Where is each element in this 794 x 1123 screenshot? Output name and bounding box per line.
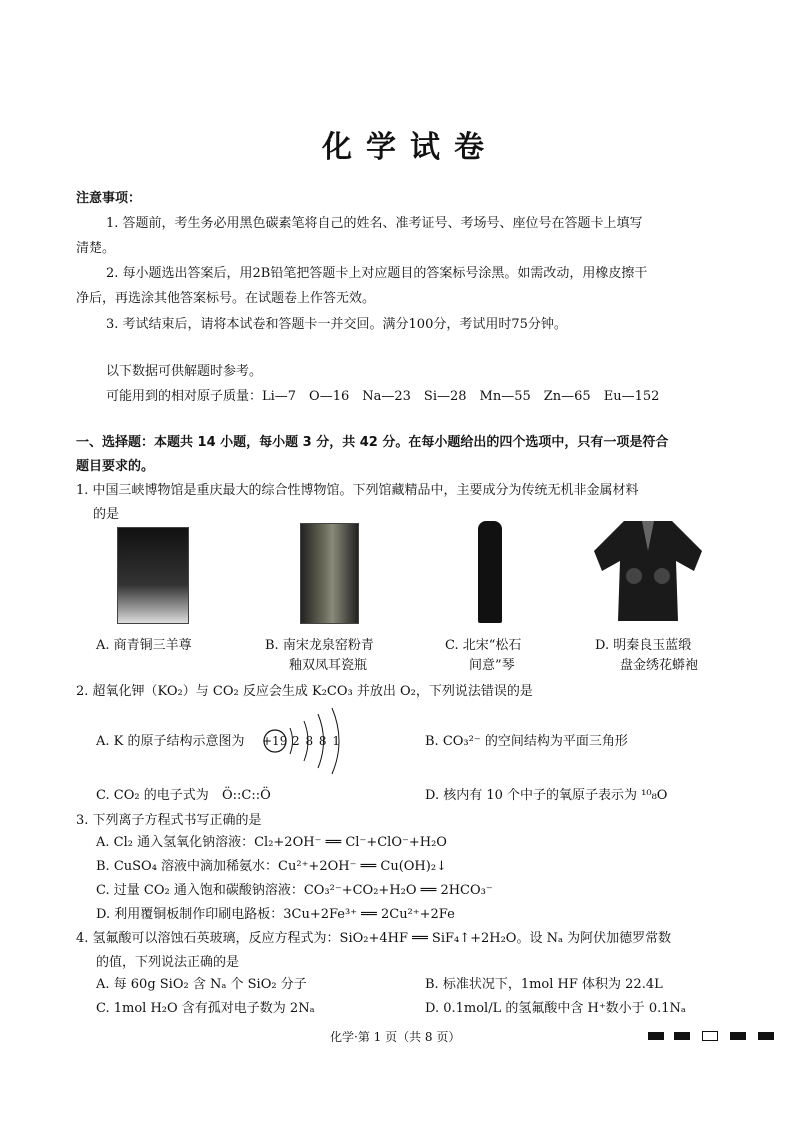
- q4-stem-1: 4. 氢氟酸可以溶蚀石英玻璃，反应方程式为：SiO₂+4HF ══ SiF₄↑+2H₂O。设 Nₐ 为阿伏加德罗常数: [76, 931, 672, 946]
- q1-option-b-2: 釉双凤耳瓷瓶: [289, 658, 368, 673]
- potassium-atom-diagram: [262, 706, 348, 776]
- q1-stem-2: 的是: [93, 507, 120, 522]
- notice-item-2b: 净后，再选涂其他答案标号。在试题卷上作答无效。: [76, 291, 376, 306]
- q2-stem: 2. 超氧化钾（KO₂）与 CO₂ 反应会生成 K₂CO₃ 并放出 O₂，下列说法错误的是: [76, 684, 533, 699]
- notice-item-3: 3. 考试结束后，请将本试卷和答题卡一并交回。满分100分，考试用时75分钟。: [106, 317, 567, 332]
- footer-mark-1: [648, 1032, 664, 1040]
- q2-option-d: D. 核内有 10 个中子的氧原子表示为 ¹⁰₈O: [425, 788, 668, 803]
- q1-stem-1: 1. 中国三峡博物馆是重庆最大的综合性博物馆。下列馆藏精品中，主要成分为传统无机非金属材料: [76, 483, 639, 498]
- page-title: 化学试卷: [322, 130, 498, 165]
- notice-item-1b: 清楚。: [76, 241, 116, 256]
- q1-option-c-1: C. 北宋“松石: [445, 638, 522, 653]
- q1-option-c-2: 间意”琴: [469, 658, 515, 673]
- footer-mark-hollow: [702, 1031, 718, 1041]
- notice-item-1a: 1. 答题前，考生务必用黑色碳素笔将自己的姓名、准考证号、考场号、座位号在答题卡上填写: [106, 216, 643, 231]
- q4-option-a: A. 每 60g SiO₂ 含 Nₐ 个 SiO₂ 分子: [96, 977, 307, 992]
- notice-item-2a: 2. 每小题选出答案后，用2B铅笔把答题卡上对应题目的答案标号涂黑。如需改动，用橡皮擦干: [106, 266, 648, 281]
- q4-option-c: C. 1mol H₂O 含有孤对电子数为 2Nₐ: [96, 1001, 315, 1016]
- q1-option-d-1: D. 明秦良玉蓝缎: [595, 638, 692, 653]
- footer-mark-4: [758, 1032, 774, 1040]
- page-footer: 化学·第 1 页（共 8 页）: [330, 1030, 461, 1044]
- co2-electron-formula: Ö::C::Ö: [222, 788, 271, 803]
- q3-option-a: A. Cl₂ 通入氢氧化钠溶液：Cl₂+2OH⁻ ══ Cl⁻+ClO⁻+H₂O: [96, 835, 447, 850]
- q4-option-b: B. 标准状况下，1mol HF 体积为 22.4L: [425, 977, 663, 992]
- footer-mark-2: [674, 1032, 690, 1040]
- guqin-image: [478, 521, 502, 623]
- q3-option-c: C. 过量 CO₂ 通入饱和碳酸钠溶液：CO₃²⁻+CO₂+H₂O ══ 2HCO₃⁻: [96, 883, 493, 898]
- atom-nucleus-label: +19: [262, 734, 288, 748]
- reference-line-2: 可能用到的相对原子质量：Li—7 O—16 Na—23 Si—28 Mn—55 Zn—65 Eu—152: [106, 389, 660, 404]
- q4-option-d: D. 0.1mol/L 的氢氟酸中含 H⁺数小于 0.1Nₐ: [425, 1001, 686, 1016]
- celadon-vase-image: [300, 523, 359, 624]
- notice-heading: 注意事项：: [76, 191, 142, 206]
- section-1-line-2: 题目要求的。: [76, 459, 155, 474]
- q4-stem-2: 的值，下列说法正确的是: [96, 955, 240, 970]
- footer-mark-3: [730, 1032, 746, 1040]
- dragon-robe-image: [594, 521, 702, 621]
- bronze-zun-image: [117, 527, 189, 624]
- q3-option-b: B. CuSO₄ 溶液中滴加稀氨水：Cu²⁺+2OH⁻ ══ Cu(OH)₂↓: [96, 859, 447, 874]
- q2-option-a: A. K 的原子结构示意图为: [96, 734, 245, 749]
- q1-option-b-1: B. 南宋龙泉窑粉青: [265, 638, 374, 653]
- section-1-line-1: 一、选择题：本题共 14 小题，每小题 3 分，共 42 分。在每小题给出的四个选项中，只有一项是符合: [76, 435, 669, 450]
- q3-option-d: D. 利用覆铜板制作印刷电路板：3Cu+2Fe³⁺ ══ 2Cu²⁺+2Fe: [96, 907, 455, 922]
- q2-option-b: B. CO₃²⁻ 的空间结构为平面三角形: [425, 734, 628, 749]
- q3-stem: 3. 下列离子方程式书写正确的是: [76, 813, 262, 828]
- atom-shell-electrons: 2 8 8 1: [292, 734, 341, 748]
- q2-option-c: C. CO₂ 的电子式为: [96, 788, 209, 803]
- q1-option-a: A. 商青铜三羊尊: [96, 638, 192, 653]
- reference-line-1: 以下数据可供解题时参考。: [106, 364, 263, 379]
- q1-option-d-2: 盘金绣花蟒袍: [620, 658, 699, 673]
